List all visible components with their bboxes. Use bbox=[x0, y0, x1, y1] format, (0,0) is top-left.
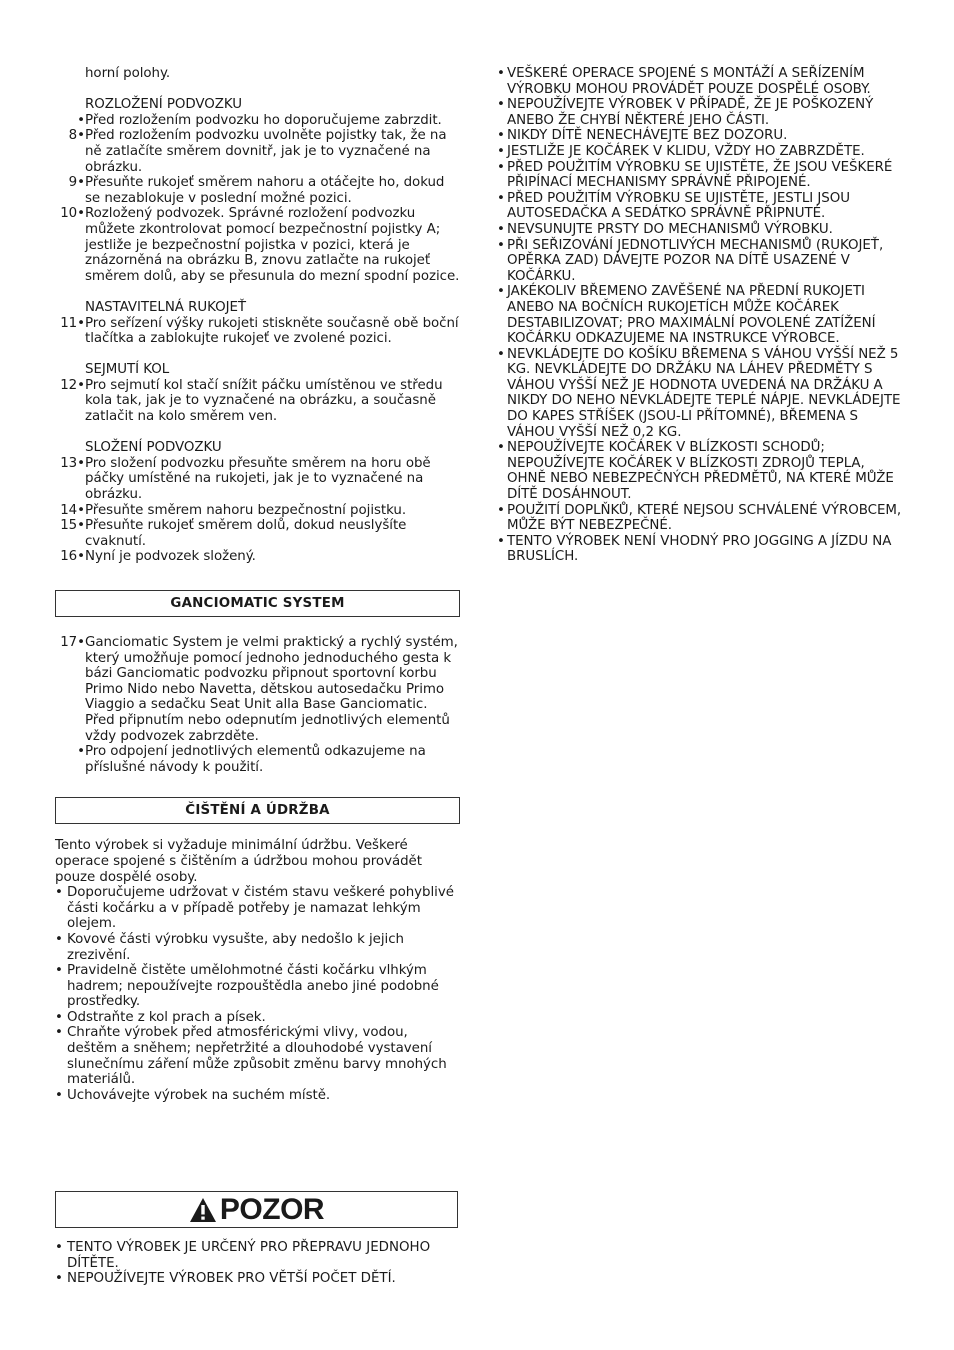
warning-banner bbox=[55, 1191, 458, 1228]
list-item-text: NEVSUNUJTE PRSTY DO MECHANISMŮ VÝROBKU. bbox=[507, 221, 833, 237]
heading-wheel-removal: SEJMUTÍ KOL bbox=[85, 362, 170, 378]
heading-unfold-chassis: ROZLOŽENÍ PODVOZKU bbox=[85, 97, 243, 113]
step-number: 8• bbox=[68, 128, 85, 144]
step-number: • bbox=[77, 744, 85, 760]
step-item bbox=[55, 175, 460, 206]
wheel-steps bbox=[55, 378, 460, 425]
list-item-text: JESTLIŽE JE KOČÁREK V KLIDU, VŽDY HO ZABRZDĚTE. bbox=[507, 143, 865, 159]
step-text: Rozložený podvozek. Správné rozložení podvozku můžete zkontrolovat pomocí bezpečnostní pojistky A; jestliže je bezpečnostní pojistka v pozici, která je znázorněná na obrázku B, znovu zatlačte na rukojeť směrem dolů, aby se přesunula do mezní spodní pozice. bbox=[85, 206, 460, 284]
list-item: • Uchovávejte výrobek na suchém místě. bbox=[55, 1087, 331, 1103]
step-number: 9• bbox=[68, 175, 85, 191]
step-item bbox=[55, 503, 460, 519]
list-item: • TENTO VÝROBEK NENÍ VHODNÝ PRO JOGGING A JÍZDU NA BRUSLÍCH. bbox=[497, 533, 892, 565]
warning-title: POZOR bbox=[219, 1192, 325, 1226]
list-item-text: Doporučujeme udržovat v čistém stavu veškeré pohyblivé části kočárku a v případě potřeby je namazat lehkým olejem. bbox=[67, 885, 454, 932]
step-item bbox=[55, 744, 460, 775]
left-column bbox=[55, 66, 460, 1103]
list-item: • NIKDY DÍTĚ NENECHÁVEJTE BEZ DOZORU. bbox=[497, 128, 788, 144]
step-text: Před rozložením podvozku ho doporučujeme zabrzdit. bbox=[85, 112, 442, 128]
step-text: Pro sejmutí kol stačí snížit páčku umístěnou ve středu kola tak, jak je to vyznačené na obrázku, a současně zatlačit na kolo směrem ven. bbox=[85, 377, 443, 425]
step-item bbox=[55, 635, 460, 744]
step-text: Pro odpojení jednotlivých elementů odkazujeme na příslušné návody k použití. bbox=[85, 744, 426, 775]
list-item-text: Odstraňte z kol prach a písek. bbox=[67, 1009, 266, 1025]
step-item bbox=[55, 316, 460, 347]
step-number: 17• bbox=[60, 635, 85, 650]
step-item bbox=[55, 518, 460, 549]
list-item-text: TENTO VÝROBEK JE URČENÝ PRO PŘEPRAVU JEDNOHO DÍTĚTE. bbox=[67, 1240, 431, 1271]
continued-text: horní polohy. bbox=[85, 66, 171, 81]
unfold-steps bbox=[55, 113, 460, 285]
cleaning-list bbox=[55, 885, 460, 1103]
list-item: • Pravidelně čistěte umělohmotné části kočárku vlhkým hadrem; nepoužívejte rozpouštědla anebo jiné podobné prostředky. bbox=[55, 963, 439, 1010]
cleaning-intro: Tento výrobek si vyžaduje minimální údržbu. Veškeré operace spojené s čištěním a údržbou mohou provádět pouze dospělé osoby. bbox=[55, 838, 422, 885]
list-item: • NEPOUŽÍVEJTE KOČÁREK V BLÍZKOSTI SCHODŮ; NEPOUŽÍVEJTE KOČÁREK V BLÍZKOSTI ZDROJŮ TEPLA, OHNĚ NEBO NEBEZPEČNÝCH PŘEDMĚTŮ, NA KTERÉ MŮŽE DÍTĚ DOSÁHNOUT. bbox=[497, 440, 894, 503]
step-item bbox=[55, 206, 460, 284]
list-item: • JAKÉKOLIV BŘEMENO ZAVĚŠENÉ NA PŘEDNÍ RUKOJETI ANEBO NA BOČNÍCH RUKOJETÍCH MŮŽE KOČÁREK DESTABILIZOVAT; PRO MAXIMÁLNÍ POVOLENÉ ZATÍŽENÍ KOČÁRKU ODKAZUJEME NA INSTRUKCE VÝROBCE. bbox=[497, 284, 876, 347]
step-number: 12• bbox=[60, 377, 85, 393]
list-item-text: NIKDY DÍTĚ NENECHÁVEJTE BEZ DOZORU. bbox=[507, 128, 788, 144]
step-text: Přesuňte rukojeť směrem nahoru a otáčejte ho, dokud se nezablokuje v poslední možné pozici. bbox=[85, 175, 445, 206]
list-item: • JESTLIŽE JE KOČÁREK V KLIDU, VŽDY HO ZABRZDĚTE. bbox=[497, 143, 865, 159]
list-item-text: PŘED POUŽITÍM VÝROBKU SE UJISTĚTE, JESTLI JSOU AUTOSEDAČKA A SEDÁTKO SPRÁVNĚ PŘIPNUTÉ. bbox=[507, 190, 850, 222]
step-number: 16• bbox=[60, 549, 85, 565]
list-item: • PŘI SEŘIZOVÁNÍ JEDNOTLIVÝCH MECHANISMŮ (RUKOJEŤ, OPĚRKA ZAD) DÁVEJTE POZOR NA DÍTĚ USAZENÉ V KOČÁRKU. bbox=[497, 237, 884, 284]
step-number: 11• bbox=[60, 315, 85, 331]
handle-steps bbox=[55, 316, 460, 347]
warning-list bbox=[55, 1240, 460, 1287]
step-number: 14• bbox=[60, 502, 85, 518]
list-item-text: NEPOUŽÍVEJTE VÝROBEK V PŘÍPADĚ, ŽE JE POŠKOZENÝ ANEBO ŽE CHYBÍ NĚKTERÉ JEHO ČÁSTI. bbox=[507, 97, 874, 128]
heading-adjustable-handle: NASTAVITELNÁ RUKOJEŤ bbox=[85, 299, 247, 315]
list-item-text: POUŽITÍ DOPLŇKŮ, KTERÉ NEJSOU SCHVÁLENÉ VÝROBCEM, MŮŽE BÝT NEBEZPEČNÉ. bbox=[507, 502, 902, 534]
step-item bbox=[55, 113, 460, 129]
section-title-ganciomatic: GANCIOMATIC SYSTEM bbox=[55, 590, 460, 617]
list-item-text: NEPOUŽÍVEJTE VÝROBEK PRO VĚTŠÍ POČET DĚTÍ. bbox=[67, 1271, 396, 1287]
step-item bbox=[55, 456, 460, 503]
list-item: • Odstraňte z kol prach a písek. bbox=[55, 1009, 266, 1025]
step-text: Pro seřízení výšky rukojeti stiskněte současně obě boční tlačítka a zablokujte rukojeť ve zvolené pozici. bbox=[85, 315, 459, 347]
list-item: • NEPOUŽÍVEJTE VÝROBEK PRO VĚTŠÍ POČET DĚTÍ. bbox=[55, 1271, 396, 1287]
list-item: • VEŠKERÉ OPERACE SPOJENÉ S MONTÁŽÍ A SEŘÍZENÍM VÝROBKU MOHOU PROVÁDĚT POUZE DOSPĚLÉ OSOBY. bbox=[497, 66, 871, 97]
list-item: • PŘED POUŽITÍM VÝROBKU SE UJISTĚTE, ŽE JSOU VEŠKERÉ PŘIPÍNACÍ MECHANISMY SPRÁVNĚ PŘIPOJENÉ. bbox=[497, 159, 893, 191]
section-title-cleaning: ČIŠTĚNÍ A ÚDRŽBA bbox=[55, 797, 460, 824]
right-column-warnings bbox=[497, 66, 902, 565]
step-text: Před rozložením podvozku uvolněte pojistky tak, že na ně zatlačíte směrem dovnitř, jak je to vyznačené na obrázku. bbox=[85, 128, 447, 175]
list-item-text: NEPOUŽÍVEJTE KOČÁREK V BLÍZKOSTI SCHODŮ; NEPOUŽÍVEJTE KOČÁREK V BLÍZKOSTI ZDROJŮ TEPLA, OHNĚ NEBO NEBEZPEČNÝCH PŘEDMĚTŮ, NA KTERÉ MŮŽE DÍTĚ DOSÁHNOUT. bbox=[507, 440, 894, 503]
ganciomatic-steps bbox=[55, 635, 460, 775]
list-item-text: Pravidelně čistěte umělohmotné části kočárku vlhkým hadrem; nepoužívejte rozpouštědla anebo jiné podobné prostředky. bbox=[67, 963, 439, 1010]
list-item-text: Kovové části výrobku vysušte, aby nedošlo k jejich zrezivění. bbox=[67, 931, 404, 963]
list-item: • PŘED POUŽITÍM VÝROBKU SE UJISTĚTE, JESTLI JSOU AUTOSEDAČKA A SEDÁTKO SPRÁVNĚ PŘIPNUTÉ. bbox=[497, 190, 850, 222]
list-item-text: NEVKLÁDEJTE DO KOŠÍKU BŘEMENA S VÁHOU VYŠŠÍ NEŽ 5 KG. NEVKLÁDEJTE DO DRŽÁKU NA LÁHEV PŘEDMĚTY S VÁHOU VYŠŠÍ NEŽ JE HODNOTA UVEDENÁ NA DRŽÁKU A NIKDY DO NEHO NEVKLÁDEJTE TEPLÉ NÁPJE. NEVKLÁDEJTE DO KAPES STŘÍŠEK (JSOU-LI PŘÍTOMNÉ), BŘEMENA S VÁHOU VYŠŠÍ NEŽ 0,2 KG. bbox=[507, 346, 901, 440]
list-item-text: VEŠKERÉ OPERACE SPOJENÉ S MONTÁŽÍ A SEŘÍZENÍM VÝROBKU MOHOU PROVÁDĚT POUZE DOSPĚLÉ OSOBY. bbox=[507, 66, 871, 97]
list-item: • Chraňte výrobek před atmosférickými vlivy, vodou, deštěm a sněhem; nepřetržité a dlouhodobé vystavení slunečnímu záření může způsobit změnu barvy mnohých materiálů. bbox=[55, 1025, 447, 1088]
list-item: • NEPOUŽÍVEJTE VÝROBEK V PŘÍPADĚ, ŽE JE POŠKOZENÝ ANEBO ŽE CHYBÍ NĚKTERÉ JEHO ČÁSTI. bbox=[497, 97, 874, 128]
step-number: 13• bbox=[60, 455, 85, 471]
list-item-text: PŘED POUŽITÍM VÝROBKU SE UJISTĚTE, ŽE JSOU VEŠKERÉ PŘIPÍNACÍ MECHANISMY SPRÁVNĚ PŘIPOJENÉ. bbox=[507, 159, 893, 191]
list-item-text: Uchovávejte výrobek na suchém místě. bbox=[67, 1087, 331, 1103]
step-item bbox=[55, 378, 460, 425]
step-text: Přesuňte rukojeť směrem dolů, dokud neuslyšíte cvaknutí. bbox=[85, 518, 407, 549]
step-number: 15• bbox=[60, 518, 85, 534]
step-number: 10• bbox=[60, 206, 85, 222]
step-text: Pro složení podvozku přesuňte směrem na horu obě páčky umístěné na rukojeti, jak je to vyznačené na obrázku. bbox=[85, 455, 431, 503]
list-item: • Kovové části výrobku vysušte, aby nedošlo k jejich zrezivění. bbox=[55, 931, 404, 963]
step-text: Ganciomatic System je velmi praktický a rychlý systém, který umožňuje pomocí jednoho jednoduchého gesta k bázi Ganciomatic podvozku připnout sportovní korbu Primo Nido nebo Navetta, dětskou autosedačku Primo Viaggio a sedačku Seat Unit alla Base Ganciomatic. Před připnutím nebo odepnutím jednotlivých elementů vždy podvozek zabrzděte. bbox=[85, 635, 458, 744]
list-item: • Doporučujeme udržovat v čistém stavu veškeré pohyblivé části kočárku a v případě potřeby je namazat lehkým olejem. bbox=[55, 885, 454, 932]
list-item-text: PŘI SEŘIZOVÁNÍ JEDNOTLIVÝCH MECHANISMŮ (RUKOJEŤ, OPĚRKA ZAD) DÁVEJTE POZOR NA DÍTĚ USAZENÉ V KOČÁRKU. bbox=[507, 237, 884, 284]
list-item: • NEVSUNUJTE PRSTY DO MECHANISMŮ VÝROBKU. bbox=[497, 221, 833, 237]
list-item: • POUŽITÍ DOPLŇKŮ, KTERÉ NEJSOU SCHVÁLENÉ VÝROBCEM, MŮŽE BÝT NEBEZPEČNÉ. bbox=[497, 502, 902, 534]
step-item bbox=[55, 549, 460, 565]
list-item-text: TENTO VÝROBEK NENÍ VHODNÝ PRO JOGGING A JÍZDU NA BRUSLÍCH. bbox=[507, 533, 892, 565]
list-item: • NEVKLÁDEJTE DO KOŠÍKU BŘEMENA S VÁHOU VYŠŠÍ NEŽ 5 KG. NEVKLÁDEJTE DO DRŽÁKU NA LÁHEV PŘEDMĚTY S VÁHOU VYŠŠÍ NEŽ JE HODNOTA UVEDENÁ NA DRŽÁKU A NIKDY DO NEHO NEVKLÁDEJTE TEPLÉ NÁPJE. NEVKLÁDEJTE DO KAPES STŘÍŠEK (JSOU-LI PŘÍTOMNÉ), BŘEMENA S VÁHOU VYŠŠÍ NEŽ 0,2 KG. bbox=[497, 346, 901, 440]
heading-fold-chassis: SLOŽENÍ PODVOZKU bbox=[85, 440, 222, 456]
fold-steps bbox=[55, 456, 460, 565]
step-text: Nyní je podvozek složený. bbox=[85, 549, 256, 565]
list-item-text: Chraňte výrobek před atmosférickými vlivy, vodou, deštěm a sněhem; nepřetržité a dlouhodobé vystavení slunečnímu záření může způsobit změnu barvy mnohých materiálů. bbox=[67, 1025, 447, 1088]
warning-triangle-icon bbox=[189, 1197, 217, 1223]
step-item bbox=[55, 128, 460, 175]
step-text: Přesuňte směrem nahoru bezpečnostní pojistku. bbox=[85, 502, 407, 518]
step-number: • bbox=[77, 112, 85, 128]
list-item: • TENTO VÝROBEK JE URČENÝ PRO PŘEPRAVU JEDNOHO DÍTĚTE. bbox=[55, 1240, 431, 1271]
list-item-text: JAKÉKOLIV BŘEMENO ZAVĚŠENÉ NA PŘEDNÍ RUKOJETI ANEBO NA BOČNÍCH RUKOJETÍCH MŮŽE KOČÁREK DESTABILIZOVAT; PRO MAXIMÁLNÍ POVOLENÉ ZATÍŽENÍ KOČÁRKU ODKAZUJEME NA INSTRUKCE VÝROBCE. bbox=[507, 284, 876, 347]
